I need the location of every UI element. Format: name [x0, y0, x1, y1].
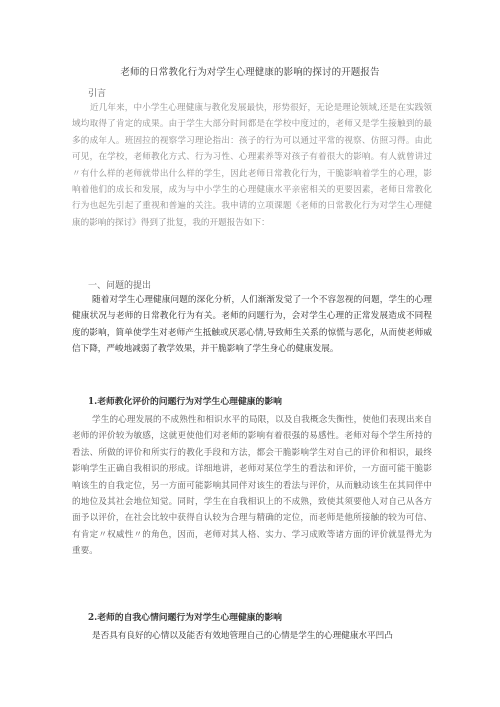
- sub2-paragraph: 是否具有良好的心情以及能否有效地管理自己的心情是学生的心理健康水平凹凸: [92, 631, 393, 641]
- section1-heading: 一、问题的提出: [88, 281, 152, 291]
- intro-heading: 引言: [88, 89, 107, 99]
- section1-paragraph: 随着对学生心理健康问题的深化分析，人们渐渐发觉了一个不容忽视的问题，学生的心理健康状况与老师的日常教化行为有关。老师的问题行为，会对学生心理的正常发展造成不同程度的影响，简单使学生对老师产生抵触或厌恶心情,导致师生关系的惊慌与恶化，从而使老师威信下降，严峻地减弱了教学效果，并干脆影响了学生身心的健康发展。: [72, 295, 432, 355]
- sub1-title: .老师教化评价的问题行为对学生心理健康的影响: [94, 397, 282, 407]
- sub2-heading: [88, 610, 282, 623]
- document-title: 老师的日常教化行为对学生心理健康的影响的探讨的开题报告: [120, 67, 380, 78]
- sub2-title: .老师的自我心情问题行为对学生心理健康的影响: [94, 613, 282, 623]
- sub1-heading: [88, 394, 282, 407]
- sub1-paragraph: 学生的心理发展的不成熟性和相识水平的局限，以及自我概念失衡性，使他们表现出来自老师的评价较为敏感，这就更使他们对老师的影响有着很强的易感性。老师对每个学生所持的看法、所做的评价和所实行的教化手段和方法，都会干脆影响学生对自己的评价和相识，最终影响学生正确自我相识的形成。详细地讲，老师对某位学生的看法和评价，一方面可能干脆影响该生的自我定位，另一方面可能影响其同伴对该生的看法与评价，从而触动该生在其同伴中的地位及其社会地位知觉。同时，学生在自我相识上的不成熟，致使其须要他人对自己从各方面予以评价，在社会比较中获得自认较为合理与精确的定位，而老师是他所接触的较为可信、有肯定〃权威性〃的角色，因而，老师对其人格、实力、学习成败等诸方面的评价就显得尤为重要。: [72, 415, 432, 557]
- sub2-number: 2: [88, 613, 95, 623]
- intro-paragraph: 近几年来，中小学生心理健康与教化发展最快，形势很好，无论是理论领域,还是在实践领域均取得了肯定的成果。由于学生大部分时间都是在学校中度过的，老师又是学生接触到的最多的成年人。班固拉的视察学习理论指出：孩子的行为可以通过平常的视察、仿照习得。由此可见，在学校，老师教化方式、行为习性、心理素养等对孩子有着很大的影响。有人就曾讲过〃有什么样的老师就带出什么样的学生，因此老师日常教化行为，干脆影响着学生的心理，影响着他们的成长和发展，成为与中小学生的心理健康水平亲密相关的更要因素，老师日常教化行为也起先引起了重视和普遍的关注。我申请的立项课题《老师的日常教化行为对学生心理健康的影响的探讨》得到了批复，我的开题报告如下：: [72, 103, 432, 228]
- sub1-number: 1: [88, 397, 95, 407]
